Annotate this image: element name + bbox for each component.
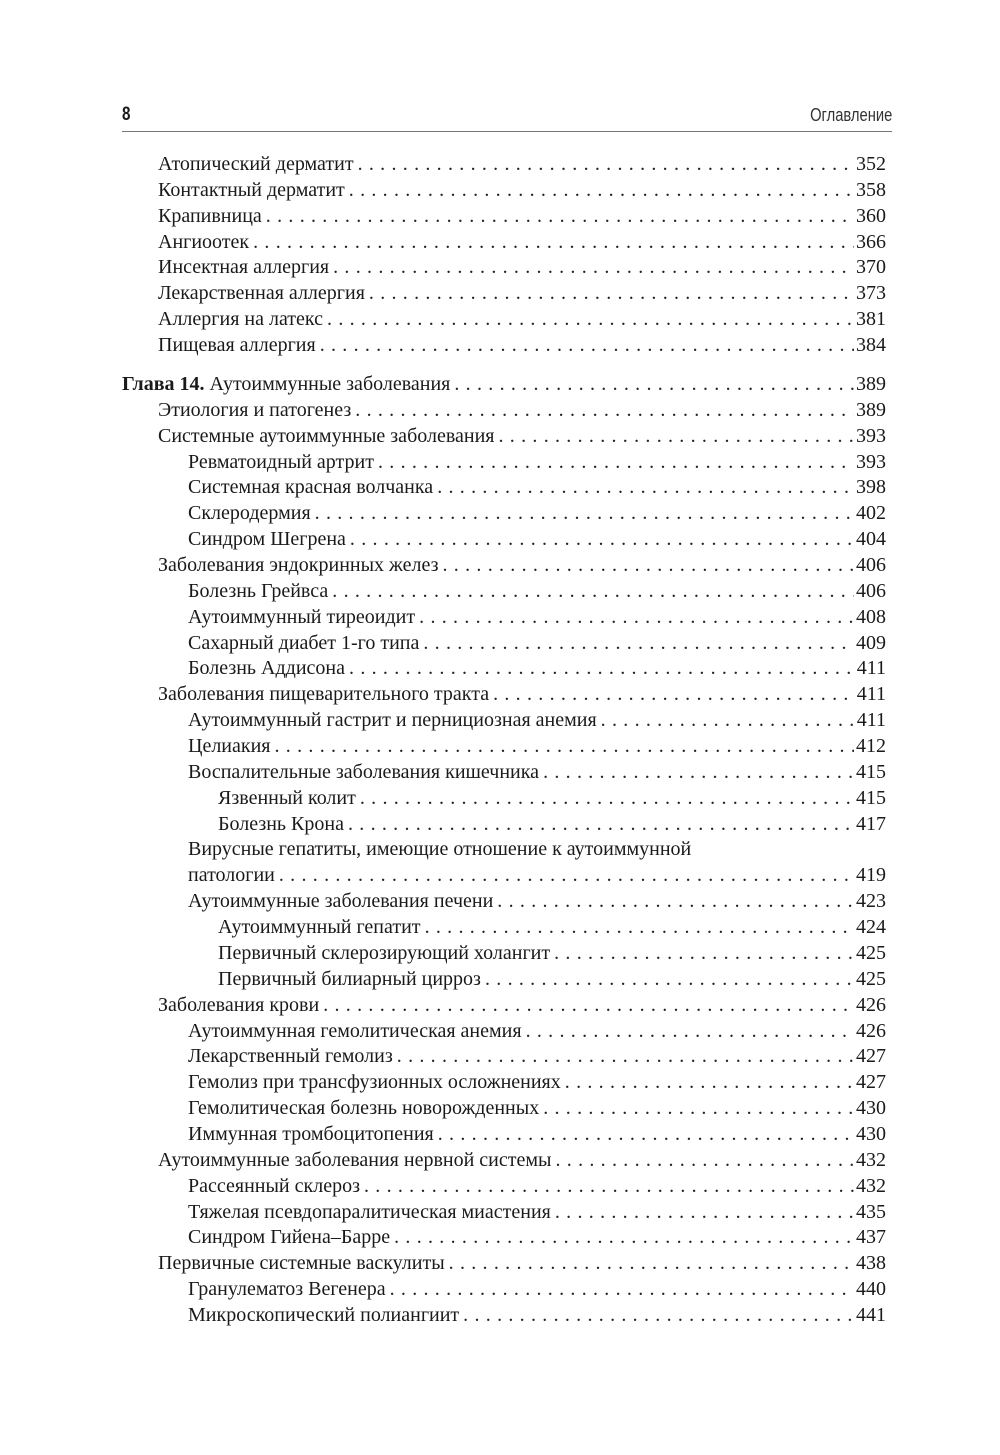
dot-leader bbox=[390, 1276, 854, 1302]
entry-page: 415 bbox=[856, 760, 886, 783]
entry-page: 426 bbox=[856, 993, 886, 1016]
entry-title: Ангиоотек bbox=[158, 230, 250, 253]
toc-entry[interactable] bbox=[158, 280, 886, 306]
toc-entry[interactable] bbox=[188, 1043, 886, 1069]
entry-title: Синдром Шегрена bbox=[188, 528, 346, 551]
entry-page: 373 bbox=[856, 282, 886, 305]
entry-title: Крапивница bbox=[158, 204, 262, 227]
entry-title: Системные аутоиммунные заболевания bbox=[158, 424, 495, 447]
entry-title: Гемолитическая болезнь новорожденных bbox=[188, 1097, 540, 1120]
entry-page: 389 bbox=[856, 398, 886, 421]
dot-leader bbox=[526, 1018, 854, 1044]
toc-entry[interactable] bbox=[158, 203, 886, 229]
toc-entry[interactable] bbox=[188, 733, 886, 759]
toc-entry[interactable] bbox=[158, 552, 886, 578]
entry-page: 381 bbox=[856, 308, 886, 331]
entry-page: 409 bbox=[856, 631, 886, 654]
entry-title: Заболевания эндокринных желез bbox=[158, 554, 439, 577]
entry-title: Синдром Гийена–Барре bbox=[188, 1226, 391, 1249]
entry-page: 438 bbox=[856, 1252, 886, 1275]
entry-page: 430 bbox=[856, 1122, 886, 1145]
entry-page: 430 bbox=[856, 1097, 886, 1120]
chapter-label: Глава 14. bbox=[122, 373, 205, 395]
entry-page: 441 bbox=[856, 1303, 886, 1326]
dot-leader bbox=[425, 914, 854, 940]
dot-leader bbox=[369, 280, 854, 306]
dot-leader bbox=[397, 1043, 854, 1069]
dot-leader bbox=[253, 229, 854, 255]
dot-leader bbox=[454, 371, 854, 397]
toc-entry[interactable] bbox=[188, 1276, 886, 1302]
entry-title: Болезнь Крона bbox=[218, 812, 344, 835]
entry-title: Гранулематоз Вегенера bbox=[188, 1278, 386, 1301]
entry-title: Заболевания крови bbox=[158, 993, 320, 1016]
toc-entry[interactable] bbox=[218, 940, 886, 966]
dot-leader bbox=[601, 707, 855, 733]
entry-page: 419 bbox=[856, 864, 886, 887]
entry-title: Заболевания пищеварительного тракта bbox=[158, 683, 490, 706]
entry-page: 417 bbox=[856, 812, 886, 835]
toc-entry[interactable] bbox=[188, 578, 886, 604]
dot-leader bbox=[419, 604, 854, 630]
toc-entry[interactable] bbox=[158, 229, 886, 255]
toc-entry[interactable] bbox=[188, 604, 886, 630]
entry-title: Склеродермия bbox=[188, 502, 311, 525]
entry-page: 424 bbox=[856, 916, 886, 939]
dot-leader bbox=[394, 1224, 854, 1250]
entry-title: Тяжелая псевдопаралитическая миастения bbox=[188, 1200, 551, 1223]
entry-page: 384 bbox=[856, 334, 886, 357]
entry-page: 432 bbox=[856, 1148, 886, 1171]
entry-title: Этиология и патогенез bbox=[158, 398, 352, 421]
dot-leader bbox=[332, 578, 854, 604]
toc-entry[interactable] bbox=[158, 332, 886, 358]
entry-page: 352 bbox=[856, 153, 886, 175]
entry-page: 406 bbox=[856, 554, 886, 577]
toc-entry[interactable] bbox=[188, 1302, 886, 1328]
entry-title: Аутоиммунный гастрит и пернициозная анемия bbox=[188, 709, 597, 732]
dot-leader bbox=[443, 552, 855, 578]
entry-title: Иммунная тромбоцитопения bbox=[188, 1122, 434, 1145]
dot-leader bbox=[349, 655, 855, 681]
running-title: Оглавление bbox=[809, 105, 892, 125]
dot-leader bbox=[543, 1095, 854, 1121]
toc-entry[interactable] bbox=[188, 1069, 886, 1095]
dot-leader bbox=[463, 1302, 854, 1328]
header-rule bbox=[122, 131, 892, 132]
entry-page: 440 bbox=[856, 1278, 886, 1301]
entry-title: Целиакия bbox=[188, 735, 271, 758]
toc-entry[interactable] bbox=[188, 836, 886, 862]
entry-title: Лекарственный гемолиз bbox=[188, 1045, 393, 1068]
dot-leader bbox=[348, 811, 854, 837]
toc-entry[interactable] bbox=[158, 306, 886, 332]
entry-page: 426 bbox=[856, 1019, 886, 1042]
entry-title: Аутоиммунный тиреоидит bbox=[188, 605, 416, 628]
entry-page: 427 bbox=[856, 1071, 886, 1094]
entry-page: 398 bbox=[856, 476, 886, 499]
entry-page: 427 bbox=[856, 1045, 886, 1068]
toc-entry[interactable] bbox=[188, 707, 886, 733]
toc-entry[interactable] bbox=[158, 151, 886, 177]
entry-page: 425 bbox=[856, 967, 886, 990]
toc-chapter-entry[interactable] bbox=[122, 371, 886, 397]
dot-leader bbox=[333, 254, 854, 280]
toc-entry[interactable] bbox=[158, 681, 886, 707]
dot-leader bbox=[327, 306, 854, 332]
chapter-page: 389 bbox=[856, 373, 886, 395]
toc-entry[interactable] bbox=[188, 500, 886, 526]
entry-title: патологии bbox=[188, 864, 275, 887]
entry-page: 404 bbox=[856, 528, 886, 551]
dot-leader bbox=[423, 630, 854, 656]
dot-leader bbox=[485, 966, 854, 992]
toc-entry[interactable] bbox=[158, 254, 886, 280]
entry-title: Аутоиммунные заболевания нервной системы bbox=[158, 1148, 552, 1171]
chapter-title: Аутоиммунные заболевания bbox=[209, 373, 451, 395]
toc-entry[interactable] bbox=[158, 1250, 886, 1276]
dot-leader bbox=[323, 992, 854, 1018]
entry-page: 435 bbox=[856, 1200, 886, 1223]
entry-title: Аутоиммунный гепатит bbox=[218, 916, 421, 939]
dot-leader bbox=[543, 759, 854, 785]
entry-title: Сахарный диабет 1-го типа bbox=[188, 631, 420, 654]
dot-leader bbox=[355, 397, 854, 423]
toc-entry[interactable] bbox=[188, 1199, 886, 1225]
entry-title: Микроскопический полиангиит bbox=[188, 1303, 460, 1326]
page-number: 8 bbox=[122, 104, 131, 125]
entry-title: Первичный склерозирующий холангит bbox=[218, 941, 551, 964]
entry-page: 412 bbox=[856, 735, 886, 758]
toc-entry[interactable] bbox=[188, 1121, 886, 1147]
toc-entry[interactable] bbox=[188, 655, 886, 681]
toc-entry[interactable] bbox=[188, 862, 886, 888]
dot-leader bbox=[565, 1069, 854, 1095]
dot-leader bbox=[358, 151, 854, 177]
dot-leader bbox=[320, 332, 854, 358]
toc-entry[interactable] bbox=[188, 1095, 886, 1121]
entry-page: 360 bbox=[856, 204, 886, 227]
entry-page: 358 bbox=[856, 178, 886, 201]
entry-page: 425 bbox=[856, 941, 886, 964]
entry-page: 393 bbox=[856, 450, 886, 473]
toc-entry[interactable] bbox=[188, 1173, 886, 1199]
entry-page: 402 bbox=[856, 502, 886, 525]
toc-entry[interactable] bbox=[188, 449, 886, 475]
toc-entry[interactable] bbox=[158, 992, 886, 1018]
entry-page: 411 bbox=[856, 709, 886, 732]
dot-leader bbox=[315, 500, 854, 526]
dot-leader bbox=[438, 1121, 854, 1147]
entry-page: 411 bbox=[856, 683, 886, 706]
toc-entry[interactable] bbox=[158, 177, 886, 203]
toc-entry[interactable] bbox=[158, 1147, 886, 1173]
entry-title: Болезнь Аддисона bbox=[188, 657, 346, 680]
toc-entry[interactable] bbox=[188, 759, 886, 785]
dot-leader bbox=[437, 474, 854, 500]
entry-title: Аутоиммунные заболевания печени bbox=[188, 890, 494, 913]
dot-leader bbox=[555, 1199, 854, 1225]
entry-title: Первичный билиарный цирроз bbox=[218, 967, 481, 990]
dot-leader bbox=[350, 526, 854, 552]
entry-title: Воспалительные заболевания кишечника bbox=[188, 760, 540, 783]
entry-title: Ревматоидный артрит bbox=[188, 450, 374, 473]
entry-title: Аутоиммунная гемолитическая анемия bbox=[188, 1019, 522, 1042]
toc-entry[interactable] bbox=[218, 785, 886, 811]
entry-page: 370 bbox=[856, 256, 886, 279]
entry-page: 423 bbox=[856, 890, 886, 913]
entry-title: Атопический дерматит bbox=[158, 153, 354, 175]
toc-entry[interactable] bbox=[188, 1018, 886, 1044]
entry-page: 408 bbox=[856, 605, 886, 628]
entry-title: Вирусные гепатиты, имеющие отношение к аутоиммунной bbox=[188, 838, 692, 861]
dot-leader bbox=[360, 785, 854, 811]
dot-leader bbox=[266, 203, 854, 229]
entry-title: Болезнь Грейвса bbox=[188, 579, 329, 602]
entry-page: 406 bbox=[856, 579, 886, 602]
dot-leader bbox=[364, 1173, 854, 1199]
entry-page: 393 bbox=[856, 424, 886, 447]
dot-leader bbox=[555, 1147, 854, 1173]
toc-entry[interactable] bbox=[188, 888, 886, 914]
toc-entry[interactable] bbox=[218, 811, 886, 837]
entry-page: 411 bbox=[856, 657, 886, 680]
entry-title: Пищевая аллергия bbox=[158, 334, 316, 357]
dot-leader bbox=[497, 888, 854, 914]
toc-entry[interactable] bbox=[188, 1224, 886, 1250]
entry-title: Гемолиз при трансфузионных осложнениях bbox=[188, 1071, 561, 1094]
entry-title: Рассеянный склероз bbox=[188, 1174, 360, 1197]
toc-entry[interactable] bbox=[158, 397, 886, 423]
dot-leader bbox=[378, 449, 854, 475]
dot-leader bbox=[275, 733, 855, 759]
dot-leader bbox=[499, 423, 855, 449]
entry-title: Первичные системные васкулиты bbox=[158, 1252, 445, 1275]
toc-entry[interactable] bbox=[218, 966, 886, 992]
entry-title: Инсектная аллергия bbox=[158, 256, 330, 279]
dot-leader bbox=[279, 862, 854, 888]
entry-title: Язвенный колит bbox=[218, 786, 356, 809]
dot-leader bbox=[449, 1250, 854, 1276]
entry-title: Лекарственная аллергия bbox=[158, 282, 365, 305]
entry-page: 366 bbox=[856, 230, 886, 253]
toc-entry[interactable] bbox=[218, 914, 886, 940]
dot-leader bbox=[493, 681, 855, 707]
entry-title: Аллергия на латекс bbox=[158, 308, 324, 331]
entry-title: Системная красная волчанка bbox=[188, 476, 434, 499]
entry-page: 432 bbox=[856, 1174, 886, 1197]
dot-leader bbox=[554, 940, 854, 966]
entry-page: 437 bbox=[856, 1226, 886, 1249]
dot-leader bbox=[349, 177, 854, 203]
toc-entry[interactable] bbox=[188, 630, 886, 656]
toc-entry[interactable] bbox=[188, 474, 886, 500]
toc-entry[interactable] bbox=[188, 526, 886, 552]
entry-title: Контактный дерматит bbox=[158, 178, 345, 201]
entry-page: 415 bbox=[856, 786, 886, 809]
toc-entry[interactable] bbox=[158, 423, 886, 449]
